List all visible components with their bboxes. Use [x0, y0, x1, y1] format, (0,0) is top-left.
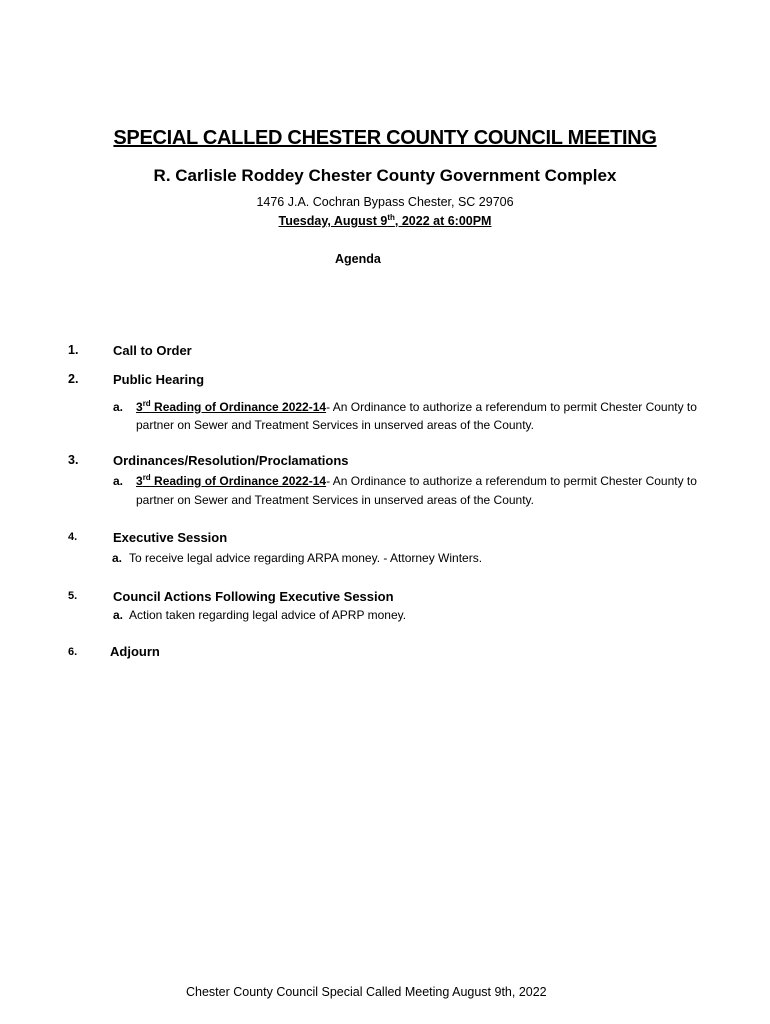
- item-heading-ordinances: Ordinances/Resolution/Proclamations: [113, 453, 349, 468]
- item-heading-executive-session: Executive Session: [113, 530, 228, 545]
- sub-letter: a.: [113, 474, 124, 488]
- sub-letter: a.: [112, 551, 123, 565]
- meeting-datetime: [0, 214, 770, 228]
- sub-item-letter: [113, 474, 123, 488]
- item-number: 4.: [68, 531, 78, 543]
- sub-item-ordinance: [136, 474, 697, 488]
- sub-letter: a.: [113, 608, 124, 622]
- agenda-label: Agenda: [335, 252, 381, 266]
- ordinance-title-text: Reading of Ordinance 2022-14: [150, 474, 327, 488]
- sub-item-ordinance: [136, 400, 697, 414]
- sub-item-text: To receive legal advice regarding ARPA money. - Attorney Winters.: [129, 551, 483, 565]
- item-number: 1.: [68, 343, 79, 357]
- ordinance-title: [136, 474, 326, 488]
- item-heading-council-actions: Council Actions Following Executive Session: [113, 589, 394, 604]
- item-number: 3.: [68, 453, 79, 467]
- item-number: 6.: [68, 646, 78, 658]
- page-footer: Chester County Council Special Called Meeting August 9th, 2022: [186, 985, 547, 999]
- ordinance-reading-sup: rd: [142, 399, 151, 408]
- sub-item-letter: [112, 551, 122, 565]
- date-prefix: Tuesday, August 9: [278, 214, 388, 228]
- sub-item-continuation: partner on Sewer and Treatment Services in unserved areas of the County.: [136, 493, 534, 507]
- date-superscript: th: [387, 212, 395, 222]
- sub-item-continuation: partner on Sewer and Treatment Services in unserved areas of the County.: [136, 418, 534, 432]
- ordinance-title-text: Reading of Ordinance 2022-14: [150, 400, 327, 414]
- venue-name: R. Carlisle Roddey Chester County Government Complex: [153, 166, 617, 185]
- venue-address: 1476 J.A. Cochran Bypass Chester, SC 29706: [256, 195, 514, 209]
- date-suffix: , 2022 at 6:00PM: [394, 214, 492, 228]
- sub-letter: a.: [113, 400, 124, 414]
- meeting-title: SPECIAL CALLED CHESTER COUNTY COUNCIL MEETING: [113, 127, 657, 149]
- item-heading-call-to-order: Call to Order: [113, 343, 192, 358]
- item-number: 2.: [68, 372, 79, 386]
- sub-item-letter: [113, 400, 123, 414]
- sub-item-letter: [113, 608, 123, 622]
- ordinance-description: - An Ordinance to authorize a referendum to permit Chester County to: [326, 474, 697, 488]
- ordinance-reading-sup: rd: [142, 473, 151, 482]
- item-number: 5.: [68, 590, 78, 602]
- item-heading-public-hearing: Public Hearing: [113, 372, 205, 387]
- ordinance-reading-number: 3: [136, 474, 143, 488]
- item-heading-adjourn: Adjourn: [110, 644, 160, 659]
- sub-item-text: Action taken regarding legal advice of APRP money.: [129, 608, 407, 622]
- ordinance-reading-number: 3: [136, 400, 143, 414]
- ordinance-description: - An Ordinance to authorize a referendum to permit Chester County to: [326, 400, 697, 414]
- ordinance-title: [136, 400, 326, 414]
